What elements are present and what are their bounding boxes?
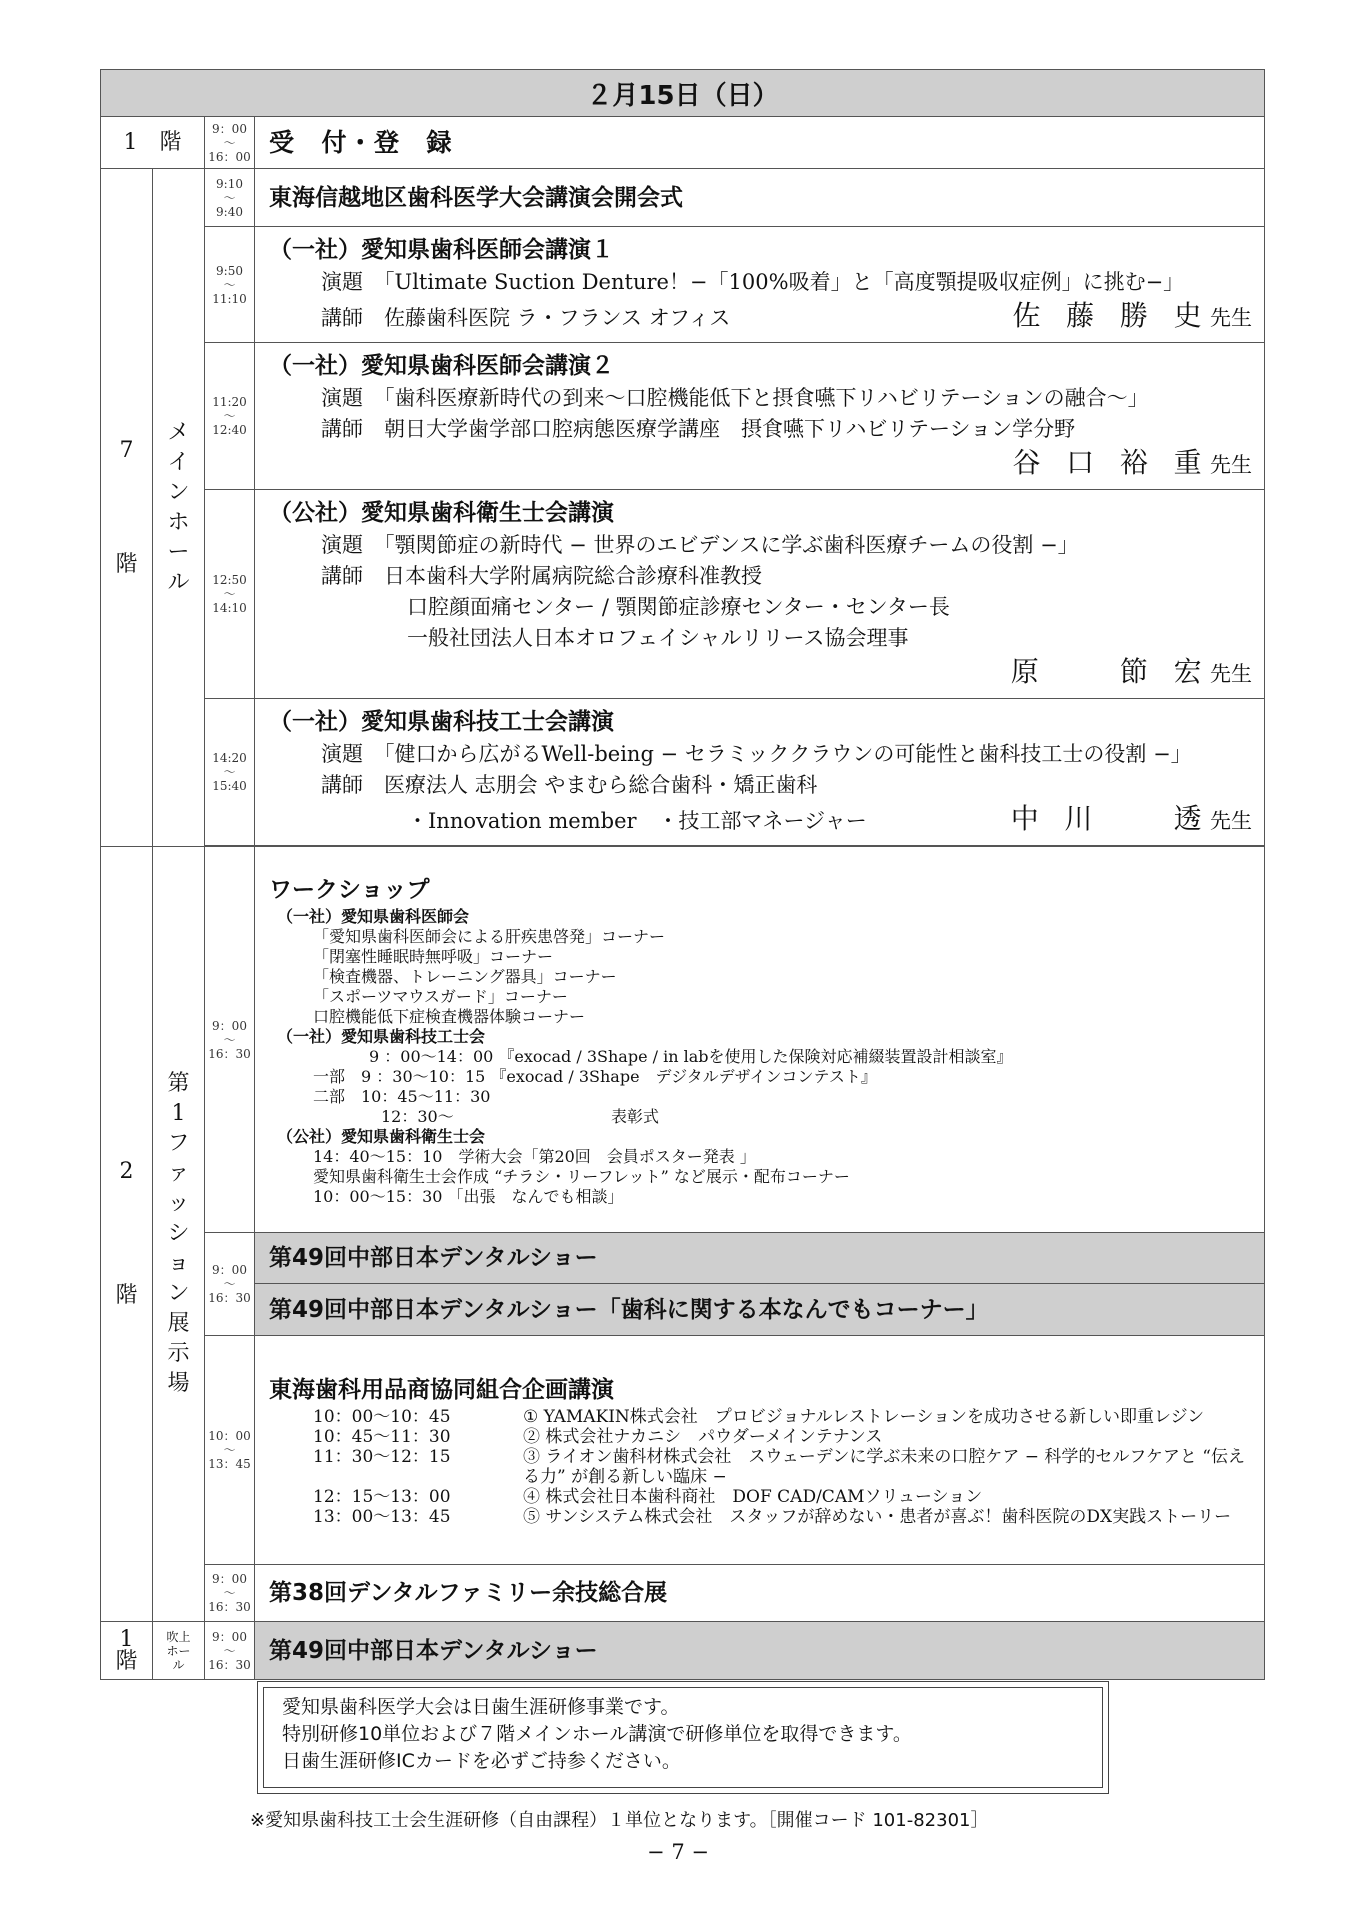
opening-cell xyxy=(255,169,1265,227)
lecture-4 xyxy=(255,699,1265,846)
workshop-item: 「スポーツマウスガード」コーナー xyxy=(313,986,568,1006)
lecture-1-speaker: 佐 藤 勝 史先生 xyxy=(1012,299,1252,332)
workshop-title: ワークショップ xyxy=(269,876,430,903)
floor-7 xyxy=(101,169,153,847)
family-exhibit-title: 第38回デンタルファミリー余技総合展 xyxy=(269,1580,668,1606)
workshop-org-3: （公社）愛知県歯科衛生士会 xyxy=(277,1126,486,1146)
reception-cell xyxy=(255,117,1265,169)
workshop-cell xyxy=(255,847,1265,1233)
workshop-item: 「愛知県歯科医師会による肝疾患啓発」コーナー xyxy=(313,926,666,946)
family-exhibit-cell xyxy=(255,1565,1265,1622)
book-corner-title: 第49回中部日本デンタルショー「歯科に関する本なんでもコーナー」 xyxy=(269,1296,989,1323)
workshop-item: 14：40〜15：10 学術大会「第20回 会員ポスター発表 」 xyxy=(313,1146,756,1166)
lecture-1 xyxy=(255,227,1265,343)
book-corner-cell xyxy=(255,1284,1265,1336)
workshop-org-1: （一社）愛知県歯科医師会 xyxy=(277,906,470,926)
lecture-2-speaker: 谷 口 裕 重先生 xyxy=(1012,446,1252,479)
workshop-item: 10：00〜15：30 「出張 なんでも相談」 xyxy=(313,1186,624,1206)
time-slot: 9:50 〜 11:10 xyxy=(205,227,255,343)
lecture-1-title: （一社）愛知県歯科医師会講演１ xyxy=(269,237,614,263)
reception-title: 受 付・登 録 xyxy=(269,127,453,157)
time-slot: 10：00 〜 13：45 xyxy=(205,1336,255,1565)
venue-fukiage-hall: 吹上ホール xyxy=(153,1622,205,1680)
venue-main-hall: メインホール xyxy=(153,169,205,847)
training-notice-box xyxy=(257,1681,1109,1794)
lecture-2 xyxy=(255,343,1265,490)
time-slot: 12:50 〜 14:10 xyxy=(205,490,255,699)
floor-1-fukiage: 1 階 xyxy=(101,1622,153,1680)
plan-lecture-title: 東海歯科用品商協同組合企画講演 xyxy=(269,1377,614,1403)
time-slot: 9：00 〜 16：30 xyxy=(205,1565,255,1622)
workshop-item: 二部 10：45〜11：30 xyxy=(313,1086,491,1106)
schedule-table xyxy=(100,69,1265,1680)
lecture-2-lecturer: 講師 朝日大学歯学部口腔病態医療学講座 摂食嚥下リハビリテーション学分野 xyxy=(321,417,1076,441)
workshop-item: 「検査機器、トレーニング器具」コーナー xyxy=(313,966,617,986)
workshop-org-2: （一社）愛知県歯科技工士会 xyxy=(277,1026,486,1046)
page-number: − 7 − xyxy=(647,1840,709,1864)
lecture-2-topic: 演題 「歯科医療新時代の到来〜口腔機能低下と摂食嚥下リハビリテーションの融合〜」 xyxy=(321,386,1149,410)
time-slot: 14:20 〜 15:40 xyxy=(205,699,255,846)
workshop-item: 愛知県歯科衛生士会作成 “チラシ・リーフレット” など展示・配布コーナー xyxy=(313,1166,850,1186)
lecture-4-topic: 演題 「健口から広がるWell-being − セラミッククラウンの可能性と歯科技工士の役割 −」 xyxy=(321,742,1192,766)
date-header: ２月15日（日） xyxy=(101,70,1265,117)
lecture-3-speaker: 原 節 宏先生 xyxy=(1010,655,1252,688)
workshop-item: 12：30〜 表彰式 xyxy=(381,1106,660,1126)
floor-1-reception: 1 階 xyxy=(101,117,205,169)
lecture-3-title: （公社）愛知県歯科衛生士会講演 xyxy=(269,500,614,526)
workshop-item: 「閉塞性睡眠時無呼吸」コーナー xyxy=(313,946,554,966)
lecture-3-affiliation-3: 一般社団法人日本オロフェイシャルリリース協会理事 xyxy=(407,626,909,650)
fukiage-show-cell xyxy=(255,1622,1265,1680)
workshop-item: 9 ：00〜14：00 『exocad / 3Shape / in labを使用した保険対応補綴装置設計相談室』 xyxy=(369,1046,1013,1066)
floor-2 xyxy=(101,847,153,1622)
time-slot: 9：00 〜 16：30 xyxy=(205,847,255,1233)
dental-show-title: 第49回中部日本デンタルショー xyxy=(269,1245,598,1271)
floor-2-kai: 階 xyxy=(115,1283,138,1308)
lecture-4-lecturer: 講師 医療法人 志朋会 やまむら総合歯科・矯正歯科 xyxy=(321,773,818,797)
plan-item: 12：15〜13：00 ④ 株式会社日本歯科商社 DOF CAD/CAMソリューション xyxy=(313,1487,983,1507)
floor-2-number: 2 xyxy=(119,1159,134,1184)
workshop-item: 一部 9 ：30〜10：15 『exocad / 3Shape デジタルデザインコンテスト』 xyxy=(313,1066,877,1086)
lecture-4-title: （一社）愛知県歯科技工士会講演 xyxy=(269,709,614,735)
time-slot: 9:10 〜 9:40 xyxy=(205,169,255,227)
time-slot: 9：00 〜 16：30 xyxy=(205,1233,255,1336)
workshop-item: 口腔機能低下症検査機器体験コーナー xyxy=(313,1006,586,1026)
footnote: ※愛知県歯科技工士会生涯研修（自由課程）１単位となります。［開催コード 101-82301］ xyxy=(250,1810,989,1831)
lecture-4-speaker: 中 川 透先生 xyxy=(1010,802,1252,835)
lecture-1-topic: 演題 「Ultimate Suction Denture！−「100%吸着」と「高度顎提吸収症例」に挑む−」 xyxy=(321,270,1185,294)
lecture-3-topic: 演題 「顎関節症の新時代 − 世界のエビデンスに学ぶ歯科医療チームの役割 −」 xyxy=(321,533,1079,557)
lecture-1-lecturer: 講師 佐藤歯科医院 ラ・フランス オフィス xyxy=(321,306,731,330)
fukiage-show-title: 第49回中部日本デンタルショー xyxy=(269,1637,598,1664)
opening-title: 東海信越地区歯科医学大会講演会開会式 xyxy=(269,184,683,211)
lecture-3-affiliation-2: 口腔顔面痛センター / 顎関節症診療センター・センター長 xyxy=(407,595,950,619)
time-slot: 9：00 〜 16：00 xyxy=(205,117,255,169)
notice-line-1: 愛知県歯科医学大会は日歯生涯研修事業です。 xyxy=(282,1696,680,1718)
floor-7-kai: 階 xyxy=(115,551,138,577)
plan-item: 11：30〜12：15 ③ ライオン歯科材株式会社 スウェーデンに学ぶ未来の口腔ケア − 科学的セルフケアと “伝える力” が創る新しい臨床 − xyxy=(313,1447,1245,1487)
notice-line-2: 特別研修10単位および７階メインホール講演で研修単位を取得できます。 xyxy=(282,1723,912,1745)
notice-line-3: 日歯生涯研修ICカードを必ずご持参ください。 xyxy=(282,1750,681,1772)
lecture-4-affiliation-2: ・Innovation member ・技工部マネージャー xyxy=(407,809,867,833)
plan-lecture-cell xyxy=(255,1336,1265,1565)
time-slot: 9：00 〜 16：30 xyxy=(205,1622,255,1680)
floor-7-number: 7 xyxy=(119,437,134,463)
lecture-3-lecturer: 講師 日本歯科大学附属病院総合診療科准教授 xyxy=(321,564,762,588)
plan-item: 10：45〜11：30 ② 株式会社ナカニシ パウダーメインテナンス xyxy=(313,1427,883,1447)
lecture-3 xyxy=(255,490,1265,699)
dental-show-cell xyxy=(255,1233,1265,1284)
plan-item: 10：00〜10：45 ① YAMAKIN株式会社 プロビジョナルレストレーションを成功させる新しい即重レジン xyxy=(313,1407,1205,1427)
plan-item: 13：00〜13：45 ⑤ サンシステム株式会社 スタッフが辞めない・患者が喜ぶ！歯科医院のDX実践ストーリー xyxy=(313,1507,1232,1527)
lecture-2-title: （一社）愛知県歯科医師会講演２ xyxy=(269,353,614,379)
time-slot: 11:20 〜 12:40 xyxy=(205,343,255,490)
venue-fashion-hall: 第1ファッション展示場 xyxy=(153,847,205,1622)
